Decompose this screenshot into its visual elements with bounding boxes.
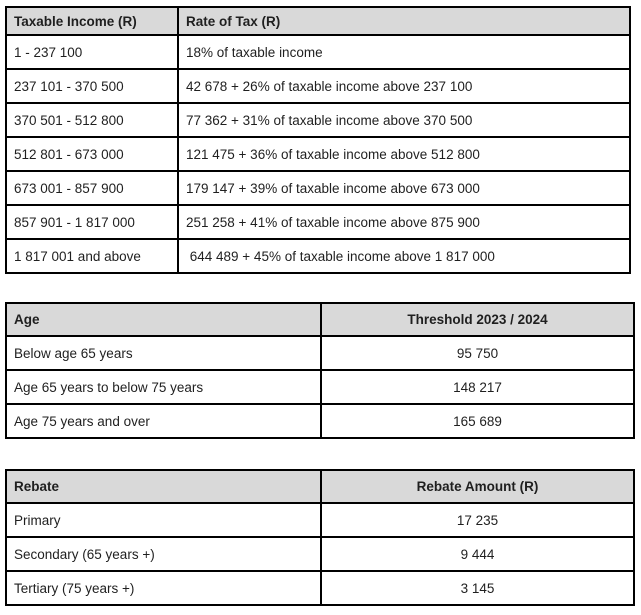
rebate-header-cell: Rebate: [6, 470, 321, 503]
table-row: [6, 370, 634, 404]
rebate-value-cell: 9 444: [321, 537, 634, 571]
rate-of-tax-header-cell: Rate of Tax (R): [178, 7, 630, 35]
table-row: [6, 69, 630, 103]
rebate-type-cell: Primary: [6, 503, 321, 537]
threshold-header-cell: Threshold 2023 / 2024: [321, 303, 634, 336]
tax-rate-cell: 77 362 + 31% of taxable income above 370 500: [178, 103, 630, 137]
taxable-income-header-cell: Taxable Income (R): [6, 7, 178, 35]
tax-rate-cell: 121 475 + 36% of taxable income above 512 800: [178, 137, 630, 171]
rebate-value-cell: 17 235: [321, 503, 634, 537]
threshold-value-cell: 165 689: [321, 404, 634, 438]
threshold-value-cell: 148 217: [321, 370, 634, 404]
table-row: [6, 537, 634, 571]
tax-rates-table: [5, 6, 631, 274]
income-bracket-cell: 237 101 - 370 500: [6, 69, 178, 103]
tax-rate-cell: 644 489 + 45% of taxable income above 1 817 000: [178, 239, 630, 273]
income-bracket-cell: 1 817 001 and above: [6, 239, 178, 273]
table-row: [6, 404, 634, 438]
income-bracket-cell: 673 001 - 857 900: [6, 171, 178, 205]
income-bracket-cell: 512 801 - 673 000: [6, 137, 178, 171]
age-group-cell: Below age 65 years: [6, 336, 321, 370]
table-row: [6, 171, 630, 205]
table-row: [6, 205, 630, 239]
rebate-value-cell: 3 145: [321, 571, 634, 605]
table-row: [6, 103, 630, 137]
age-group-cell: Age 65 years to below 75 years: [6, 370, 321, 404]
age-header-cell: Age: [6, 303, 321, 336]
tax-rate-cell: 179 147 + 39% of taxable income above 673 000: [178, 171, 630, 205]
tax-rate-cell: 251 258 + 41% of taxable income above 875 900: [178, 205, 630, 239]
table-row: [6, 239, 630, 273]
rebate-type-cell: Tertiary (75 years +): [6, 571, 321, 605]
tax-rate-cell: 42 678 + 26% of taxable income above 237 100: [178, 69, 630, 103]
rebates-header-row: [6, 470, 634, 503]
income-bracket-cell: 857 901 - 1 817 000: [6, 205, 178, 239]
income-bracket-cell: 1 - 237 100: [6, 35, 178, 69]
table-row: [6, 35, 630, 69]
thresholds-header-row: [6, 303, 634, 336]
rebate-amount-header-cell: Rebate Amount (R): [321, 470, 634, 503]
tax-rates-header-row: [6, 7, 630, 35]
tax-thresholds-table: [5, 302, 635, 439]
tax-rate-cell: 18% of taxable income: [178, 35, 630, 69]
rebate-type-cell: Secondary (65 years +): [6, 537, 321, 571]
table-row: [6, 571, 634, 605]
table-row: [6, 336, 634, 370]
age-group-cell: Age 75 years and over: [6, 404, 321, 438]
tax-rebates-table: [5, 469, 635, 606]
table-row: [6, 137, 630, 171]
table-row: [6, 503, 634, 537]
threshold-value-cell: 95 750: [321, 336, 634, 370]
income-bracket-cell: 370 501 - 512 800: [6, 103, 178, 137]
